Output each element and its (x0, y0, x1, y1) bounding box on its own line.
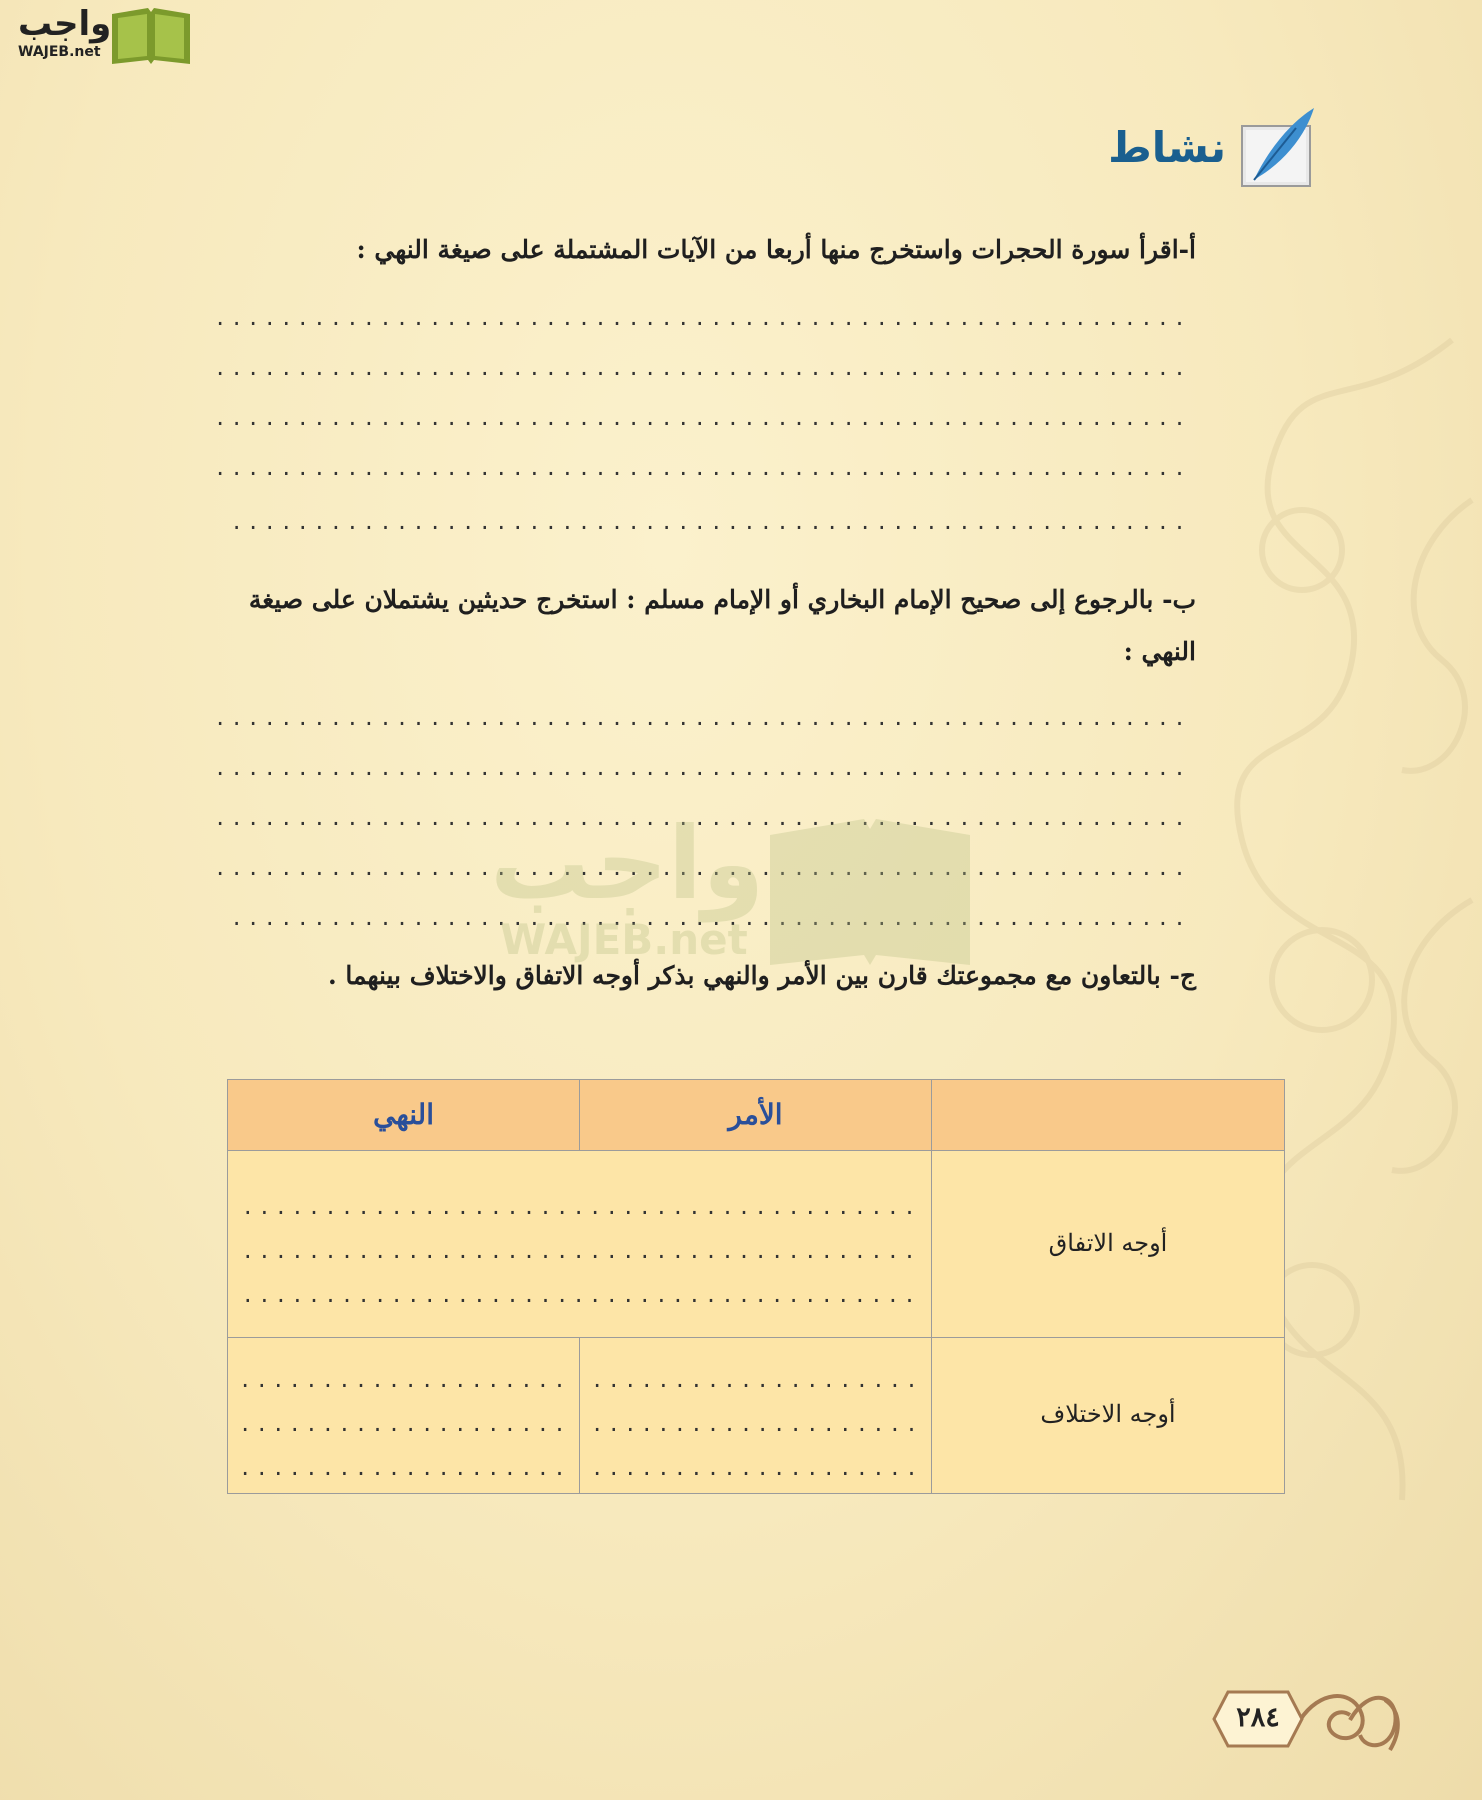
table-header-command (579, 1079, 932, 1151)
difference-prohibition-line-3[interactable] (240, 1456, 570, 1480)
answer-line-b-1[interactable] (214, 706, 1190, 730)
agreement-line-3[interactable] (240, 1283, 920, 1307)
agreement-line-2[interactable] (240, 1239, 920, 1263)
table-cell-difference-prohibition[interactable] (227, 1337, 580, 1494)
activity-heading (1108, 104, 1316, 190)
answer-line-a-1[interactable] (214, 306, 1190, 330)
watermark-latin-text: WAJEB.net (500, 915, 748, 964)
logo-arabic-text: واجب (18, 4, 112, 44)
heading-title: نشاط (1108, 122, 1226, 172)
answer-line-a-5[interactable] (226, 510, 1190, 534)
difference-prohibition-line-1[interactable] (240, 1368, 570, 1392)
watermark-arabic-text: واجب (490, 805, 765, 922)
table-row-label-difference (931, 1337, 1285, 1494)
watermark (490, 805, 990, 965)
answer-line-b-2[interactable] (214, 756, 1190, 780)
logo-latin-text: WAJEB.net (18, 44, 101, 60)
quill-icon (1236, 104, 1316, 190)
answer-line-a-3[interactable] (214, 406, 1190, 430)
question-b: ب- بالرجوع إلى صحيح الإمام البخاري أو الإمام مسلم : استخرج حديثين يشتملان على صيغة النهي : (248, 585, 1196, 666)
answer-line-a-2[interactable] (214, 356, 1190, 380)
answer-line-a-4[interactable] (214, 456, 1190, 480)
page-number: ٢٨٤ (1236, 1702, 1280, 1733)
difference-prohibition-line-2[interactable] (240, 1412, 570, 1436)
question-c: ج- بالتعاون مع مجموعتك قارن بين الأمر والنهي بذكر أوجه الاتفاق والاختلاف بينهما . (327, 961, 1196, 990)
table-cell-difference-command[interactable] (579, 1337, 932, 1494)
page-number-badge (1212, 1690, 1304, 1748)
table-header-command-label: الأمر (728, 1098, 783, 1131)
difference-command-line-2[interactable] (592, 1412, 922, 1436)
table-header-prohibition-label: النهي (372, 1098, 434, 1131)
table-cell-agreement[interactable] (227, 1150, 932, 1338)
difference-command-line-1[interactable] (592, 1368, 922, 1392)
table-header-prohibition (227, 1079, 580, 1151)
question-a: أ-اقرأ سورة الحجرات واستخرج منها أربعا من الآيات المشتملة على صيغة النهي : (356, 235, 1196, 264)
table-row-label-agreement (931, 1150, 1285, 1338)
page-flourish-icon (1290, 1680, 1410, 1760)
comparison-table (227, 1079, 1285, 1494)
row-label-agreement: أوجه الاتفاق (1048, 1229, 1168, 1257)
book-icon (108, 6, 194, 68)
table-header-corner (931, 1079, 1285, 1151)
site-logo[interactable] (8, 4, 194, 68)
row-label-difference: أوجه الاختلاف (1040, 1400, 1176, 1428)
difference-command-line-3[interactable] (592, 1456, 922, 1480)
agreement-line-1[interactable] (240, 1195, 920, 1219)
